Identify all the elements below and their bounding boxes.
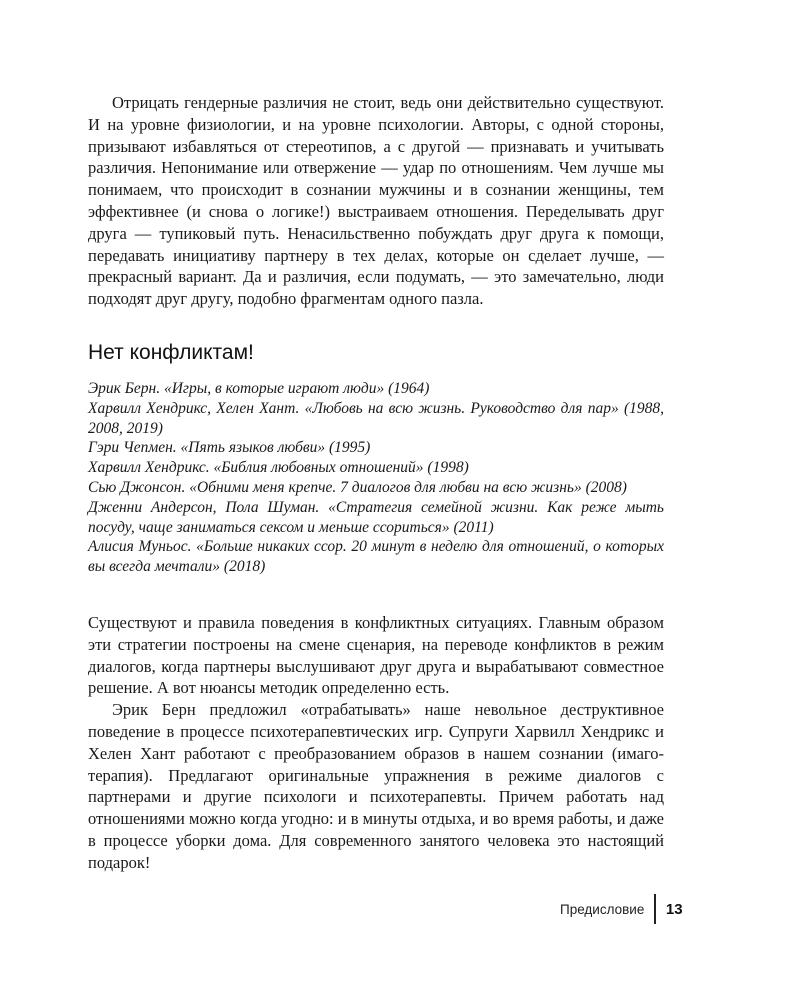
reference-item: Харвилл Хендрикс. «Библия любовных отношений» (1998)	[88, 459, 469, 477]
reference-item: Алисия Муньос. «Больше никаких ссор. 20 минут в неделю для отношений, о которых вы всегда мечтали» (2018)	[88, 538, 664, 576]
reference-item: Харвилл Хендрикс, Хелен Хант. «Любовь на всю жизнь. Руководство для пар» (1988, 2008, 2019)	[88, 399, 664, 437]
reference-item: Дженни Андерсон, Пола Шуман. «Стратегия семейной жизни. Как реже мыть посуду, чаще заниматься сексом и меньше ссориться» (2011)	[88, 498, 664, 536]
reference-list	[88, 379, 664, 577]
page-footer	[560, 894, 683, 924]
page-number: 13	[665, 900, 683, 918]
reference-item: Эрик Берн. «Игры, в которые играют люди» (1964)	[88, 380, 430, 397]
section-heading: Нет конфликтам!	[88, 341, 254, 364]
running-section-title: Предисловие	[560, 901, 645, 917]
body-paragraph: Эрик Берн предложил «отрабатывать» наше невольное деструктивное поведение в процессе психотерапевтических игр. Супруги Харвилл Хендрикс и Хелен Хант работают с преобразованием образов в нашем сознании (имаго-терапия). Предлагают оригинальные упражнения в режиме диалогов с партнерами и другие психологи и психотерапевты. Причем работать над отношениями можно когда угодно: и в минуты отдыха, и во время работы, и даже в процессе уборки дома. Для современного занятого человека это настоящий подарок!	[88, 700, 664, 872]
body-paragraph: Существуют и правила поведения в конфликтных ситуациях. Главным образом эти стратегии построены на смене сценария, на переводе конфликтов в режим диалогов, когда партнеры выслушивают друг друга и вырабатывают совместное решение. А вот нюансы методик определенно есть.	[88, 613, 664, 698]
reference-item: Сью Джонсон. «Обними меня крепче. 7 диалогов для любви на всю жизнь» (2008)	[88, 478, 627, 496]
reference-item: Гэри Чепмен. «Пять языков любви» (1995)	[88, 439, 371, 457]
intro-paragraph: Отрицать гендерные различия не стоит, ведь они действительно существуют. И на уровне физиологии, и на уровне психологии. Авторы, с одной стороны, призывают избавляться от стереотипов, а с другой — признавать и учитывать различия. Непонимание или отвержение — удар по отношениям. Чем лучше мы понимаем, что происходит в сознании мужчины и в сознании женщины, тем эффективнее (и снова о логике!) выстраиваем отношения. Переделывать друг друга — тупиковый путь. Ненасильственно побуждать друг друга к помощи, передавать инициативу партнеру в тех делах, которые он сделает лучше, — прекрасный вариант. Да и различия, если подумать, — это замечательно, люди подходят друг другу, подобно фрагментам одного пазла.	[88, 93, 664, 309]
body-text	[88, 612, 664, 874]
